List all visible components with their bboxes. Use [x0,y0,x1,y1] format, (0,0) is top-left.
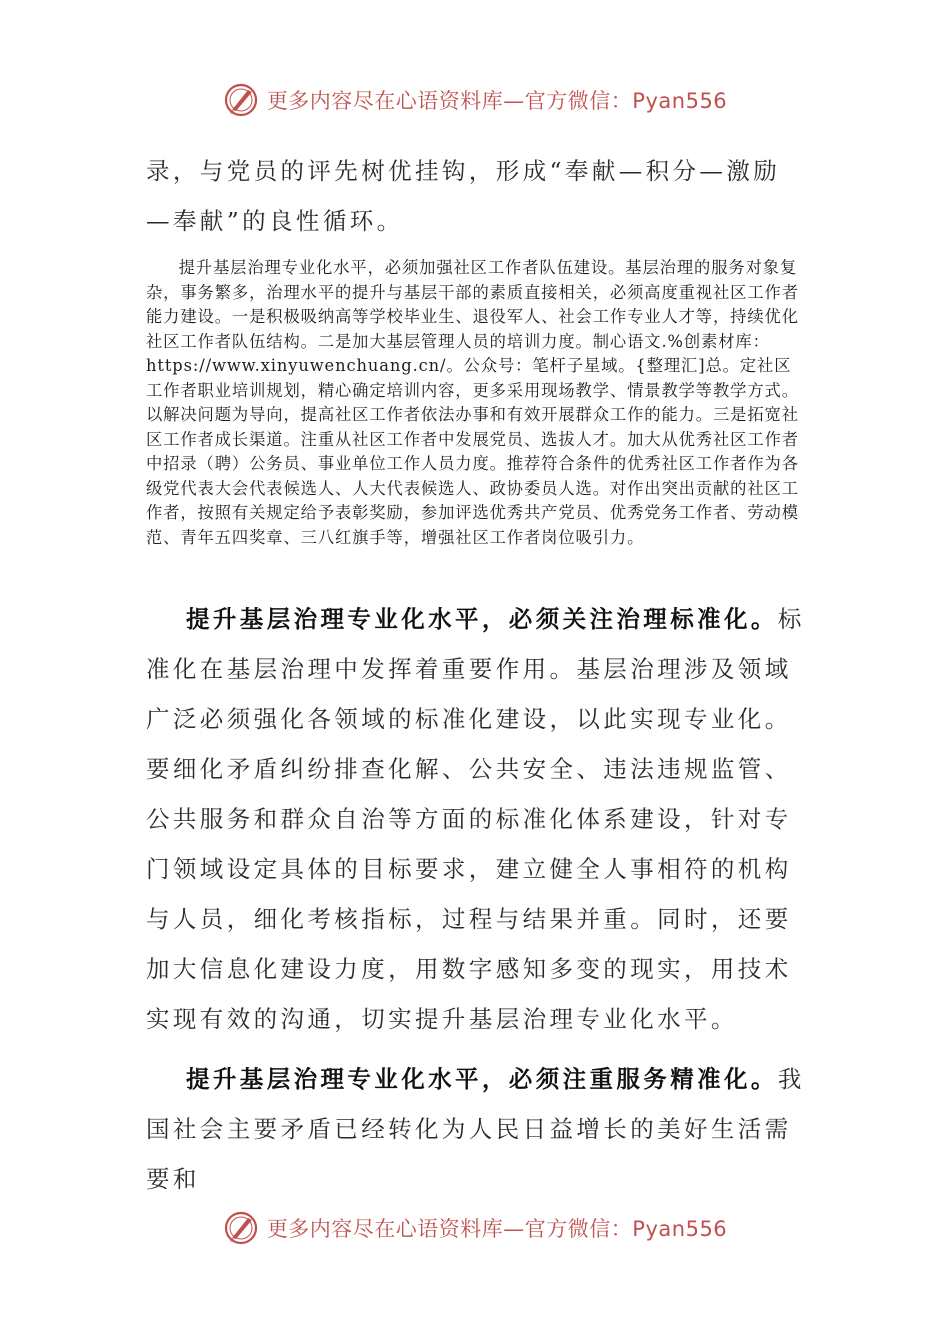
service-body: 我国社会主要矛盾已经转化为人民日益增长的美好生活需要和 [146,1065,805,1193]
quill-pen-logo-icon [223,82,259,118]
header-banner [0,80,950,120]
banner-text: 更多内容尽在心语资料库—官方微信：Pyan556 [266,89,728,113]
footer-banner [0,1208,950,1248]
service-lead: 提升基层治理专业化水平，必须注重服务精准化。 [186,1065,778,1093]
quill-pen-logo-icon [223,1210,259,1246]
standardization-body: 标准化在基层治理中发挥着重要作用。基层治理涉及领域广泛必须强化各领域的标准化建设，以此实现专业化。要细化矛盾纠纷排查化解、公共安全、违法违规监管、公共服务和群众自治等方面的标准化体系建设，针对专门领域设定具体的目标要求，建立健全人事相符的机构与人员，细化考核指标，过程与结果并重。同时，还要加大信息化建设力度，用数字感知多变的现实，用技术实现有效的沟通，切实提升基层治理专业化水平。 [146,605,805,1033]
inserted-paragraph: 提升基层治理专业化水平，必须加强社区工作者队伍建设。基层治理的服务对象复杂，事务繁多，治理水平的提升与基层干部的素质直接相关，必须高度重视社区工作者能力建设。一是积极吸纳高等学校毕业生、退役军人、社会工作专业人才等，持续优化社区工作者队伍结构。二是加大基层管理人员的培训力度。制心语文.%创素材库：https://www.xinyuwenchuang.cn/。公众号：笔杆子星域。{整理汇]总。定社区工作者职业培训规划，精心确定培训内容，更多采用现场教学、情景教学等教学方式。以解决问题为导向，提高社区工作者依法办事和有效开展群众工作的能力。三是拓宽社区工作者成长渠道。注重从社区工作者中发展党员、选拔人才。加大从优秀社区工作者中招录（聘）公务员、事业单位工作人员力度。推荐符合条件的优秀社区工作者作为各级党代表大会代表候选人、人大代表候选人、政协委员人选。对作出突出贡献的社区工作者，按照有关规定给予表彰奖励，参加评选优秀共产党员、优秀党务工作者、劳动模范、青年五四奖章、三八红旗手等，增强社区工作者岗位吸引力。 [146,258,799,547]
intro-paragraph: 录，与党员的评先树优挂钩，形成“奉献—积分—激励—奉献”的良性循环。 [146,157,781,235]
banner-text: 更多内容尽在心语资料库—官方微信：Pyan556 [266,1217,728,1241]
service-paragraph [146,1054,806,1204]
standardization-paragraph [146,594,806,1044]
standardization-lead: 提升基层治理专业化水平，必须关注治理标准化。 [186,605,778,633]
